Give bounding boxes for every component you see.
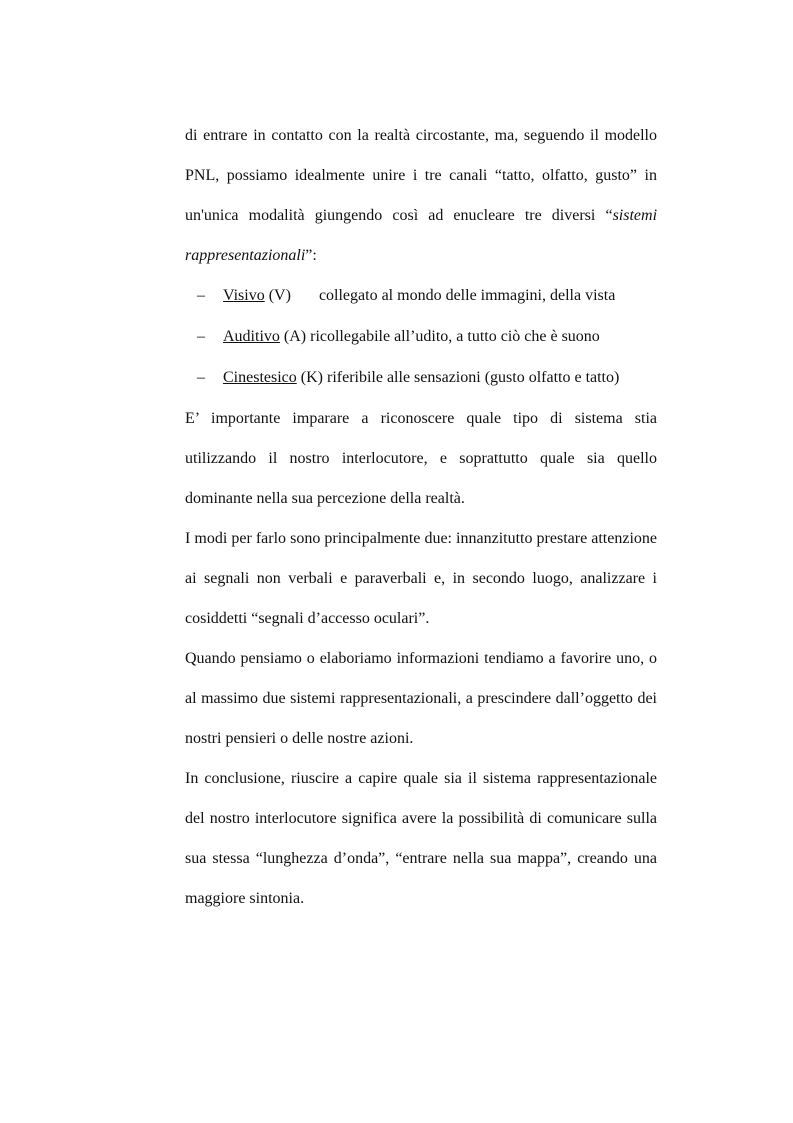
list-code: (V) [268,287,291,304]
list-term: Auditivo [223,328,280,345]
paragraph-importance: E’ importante imparare a riconoscere quale tipo di sistema stia utilizzando il nostro interlocutore, e soprattutto quale sia quello dominante nella sua percezione della realtà. [185,410,657,507]
paragraph-intro [185,116,657,276]
list-term: Visivo [223,287,265,304]
list-code: (A) [283,328,307,345]
list-description: riferibile alle sensazioni (gusto olfatto e tatto) [326,369,620,386]
quote-open: “ [605,207,613,224]
list-bullet: – [197,369,205,386]
list-bullet: – [197,287,205,304]
list-term: Cinestesico [223,369,297,386]
list-item [185,358,657,399]
representational-systems-list [185,276,657,399]
quote-close: ”: [305,247,317,264]
emphasis-sistemi: sistemi rappresentazionali [185,207,658,264]
list-item [185,276,657,317]
paragraph-intro-text: di entrare in contatto con la realtà circostante, ma, seguendo il modello PNL, possiamo idealmente unire i tre canali “tatto, olfatto, gusto” in un'unica modalità giungendo così ad enucleare tre diversi [185,127,657,224]
paragraph-methods: I modi per farlo sono principalmente due: innanzitutto prestare attenzione ai segnali non verbali e paraverbali e, in secondo luogo, analizzare i cosiddetti “segnali d’accesso oculari”. [185,530,657,627]
list-item [185,317,657,358]
body-text [185,116,657,919]
list-description: collegato al mondo delle immagini, della vista [318,287,616,304]
paragraph-thinking: Quando pensiamo o elaboriamo informazioni tendiamo a favorire uno, o al massimo due sistemi rappresentazionali, a prescindere dall’oggetto dei nostri pensieri o delle nostre azioni. [185,650,657,747]
list-description: ricollegabile all’udito, a tutto ciò che è suono [310,328,600,345]
list-bullet: – [197,328,205,345]
list-code: (K) [300,369,323,386]
paragraph-conclusion: In conclusione, riuscire a capire quale sia il sistema rappresentazionale del nostro interlocutore significa avere la possibilità di comunicare sulla sua stessa “lunghezza d’onda”, “entrare nella sua mappa”, creando una maggiore sintonia. [185,770,657,907]
